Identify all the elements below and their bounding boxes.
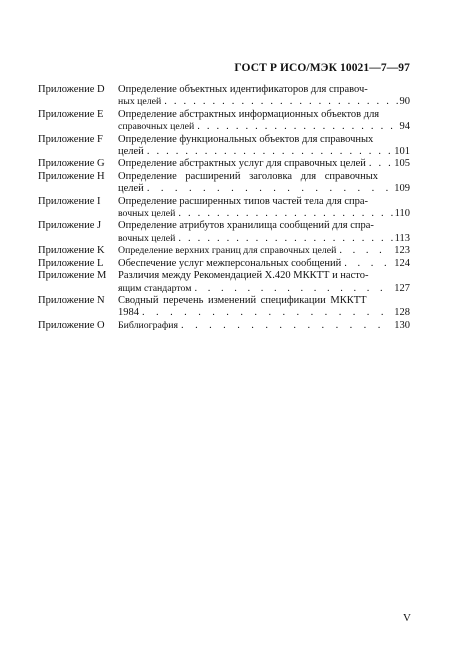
toc-entry-e	[38, 109, 410, 134]
toc-entry-page: 101	[394, 146, 410, 158]
toc-entry-label: Приложение I	[38, 195, 101, 207]
toc-entry-title: Определение расширений заголовка для справочных	[118, 170, 379, 182]
toc-entry-title-end: вочных целей	[118, 208, 176, 220]
toc-entry-title-end: целей	[118, 183, 144, 195]
toc-entry-label: Приложение F	[38, 133, 103, 145]
toc-entry-page: 110	[394, 208, 410, 220]
dot-leader	[197, 121, 397, 133]
toc-entry-title-end: справочных целей	[118, 121, 195, 133]
toc-entry-label: Приложение G	[38, 158, 105, 170]
toc-entry-page: 130	[394, 319, 410, 331]
dot-leader	[369, 158, 392, 170]
dot-leader	[147, 183, 392, 195]
dot-leader	[142, 307, 392, 319]
toc-entry-title-end: вочных целей	[118, 232, 176, 244]
toc-entry-title: Определение абстрактных информационных объектов для	[118, 108, 380, 120]
toc-entry-title-end: целей	[118, 146, 144, 158]
toc-entry-h	[38, 171, 410, 196]
toc-entry-g	[38, 158, 410, 170]
dot-leader	[178, 233, 392, 245]
toc-entry-title: Определение атрибутов хранилища сообщений для спра-	[118, 220, 374, 232]
toc-entry-page: 113	[394, 232, 410, 244]
toc-entry-title-end: ящим стандартом	[118, 282, 192, 294]
toc-entry-label: Приложение D	[38, 84, 105, 95]
toc-entry-title: Сводный перечень изменений спецификации МККТТ	[118, 294, 367, 306]
toc-entry-title-end: ных целей	[118, 96, 162, 108]
toc-entry-page: 127	[394, 282, 410, 294]
toc-entry-title-end: 1984	[118, 307, 139, 319]
page-number: V	[403, 612, 411, 624]
toc-entry-title: Определение расширенных типов частей тела для спра-	[118, 195, 369, 207]
toc-entry-label: Приложение H	[38, 170, 105, 182]
dot-leader	[164, 96, 397, 108]
toc-entry-page: 94	[399, 121, 410, 133]
toc-entry-page: 109	[394, 183, 410, 195]
toc-entry-title: Определение функциональных объектов для справочных	[118, 133, 374, 145]
toc-entry-label: Приложение K	[38, 245, 105, 257]
toc-entry-label: Приложение L	[38, 257, 104, 269]
toc-entry-title: Определение абстрактных услуг для справочных целей	[118, 158, 366, 170]
toc-entry-title: Определение верхних границ для справочных целей	[118, 245, 337, 257]
toc-entry-k	[38, 245, 410, 257]
toc-entry-label: Приложение J	[38, 220, 102, 232]
toc-entry-l	[38, 258, 410, 270]
toc-entry-page: 90	[399, 96, 410, 108]
dot-leader	[181, 320, 392, 332]
dot-leader	[194, 283, 392, 295]
toc-entry-page: 128	[394, 307, 410, 319]
toc-entry-f	[38, 134, 410, 159]
toc-entry-m	[38, 270, 410, 295]
toc-entry-o	[38, 320, 410, 332]
toc-entry-n	[38, 295, 410, 320]
toc-entry-label: Приложение N	[38, 294, 105, 306]
toc-entry-title: Обеспечение услуг межперсональных сообщений	[118, 257, 342, 269]
dot-leader	[147, 146, 392, 158]
toc-entry-label: Приложение O	[38, 319, 105, 331]
toc-entry-i	[38, 196, 410, 221]
dot-leader	[344, 258, 392, 270]
toc-entry-title: Библиография	[118, 319, 179, 331]
dot-leader	[339, 245, 392, 257]
toc-entry-j	[38, 220, 410, 245]
toc-entry-label: Приложение E	[38, 108, 104, 120]
dot-leader	[178, 208, 392, 220]
table-of-contents	[38, 84, 410, 332]
toc-entry-page: 123	[394, 245, 410, 257]
toc-entry-page: 105	[394, 158, 410, 170]
document-header: ГОСТ Р ИСО/МЭК 10021—7—97	[234, 62, 410, 74]
toc-entry-page: 124	[394, 257, 410, 269]
toc-entry-title: Определение объектных идентификаторов для справоч-	[118, 84, 368, 95]
toc-entry-title: Различия между Рекомендацией X.420 МККТТ и насто-	[118, 270, 369, 282]
toc-entry-label: Приложение M	[38, 270, 107, 282]
toc-entry-d	[38, 84, 410, 109]
